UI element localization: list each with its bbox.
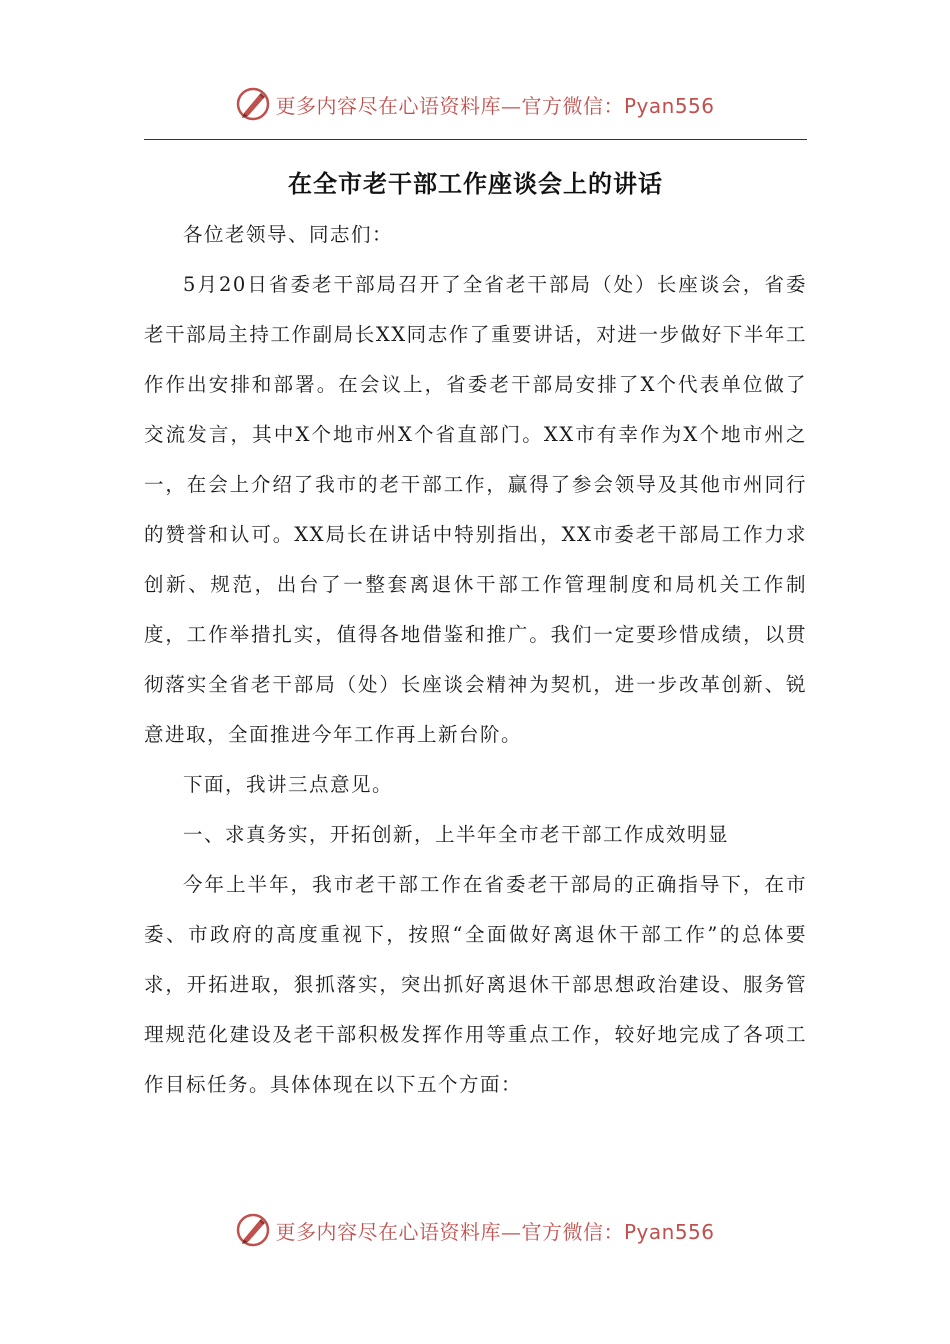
document-body [144,210,807,1110]
header-banner [0,84,950,124]
banner-handle: Pyan556 [623,1219,715,1244]
banner-handle: Pyan556 [623,93,715,118]
paragraph-section-1: 今年上半年，我市老干部工作在省委老干部局的正确指导下，在市委、市政府的高度重视下，按照“全面做好离退休干部工作”的总体要求，开拓进取，狠抓落实，突出抓好离退休干部思想政治建设、服务管理规范化建设及老干部积极发挥作用等重点工作，较好地完成了各项工作目标任务。具体体现在以下五个方面： [144,873,807,1096]
banner-text [275,1216,714,1245]
salutation: 各位老领导、同志们： [183,223,394,246]
paragraph-outline: 下面，我讲三点意见。 [183,773,394,796]
banner-caption: 更多内容尽在心语资料库—官方微信： [275,93,624,118]
header-rule [144,139,807,140]
banner-caption: 更多内容尽在心语资料库—官方微信： [275,1219,624,1244]
section-heading-1: 一、求真务实，开拓创新，上半年全市老干部工作成效明显 [183,823,730,846]
pen-logo-icon [235,1212,271,1248]
footer-banner [0,1210,950,1250]
banner-text [275,90,714,119]
document-title: 在全市老干部工作座谈会上的讲话 [288,169,663,198]
pen-logo-icon [235,86,271,122]
paragraph-intro: 5月20日省委老干部局召开了全省老干部局（处）长座谈会，省委老干部局主持工作副局长XX同志作了重要讲话，对进一步做好下半年工作作出安排和部署。在会议上，省委老干部局安排了X个代表单位做了交流发言，其中X个地市州X个省直部门。XX市有幸作为X个地市州之一，在会上介绍了我市的老干部工作，赢得了参会领导及其他市州同行的赞誉和认可。XX局长在讲话中特别指出，XX市委老干部局工作力求创新、规范，出台了一整套离退休干部工作管理制度和局机关工作制度，工作举措扎实，值得各地借鉴和推广。我们一定要珍惜成绩，以贯彻落实全省老干部局（处）长座谈会精神为契机，进一步改革创新、锐意进取，全面推进今年工作再上新台阶。 [144,273,807,746]
